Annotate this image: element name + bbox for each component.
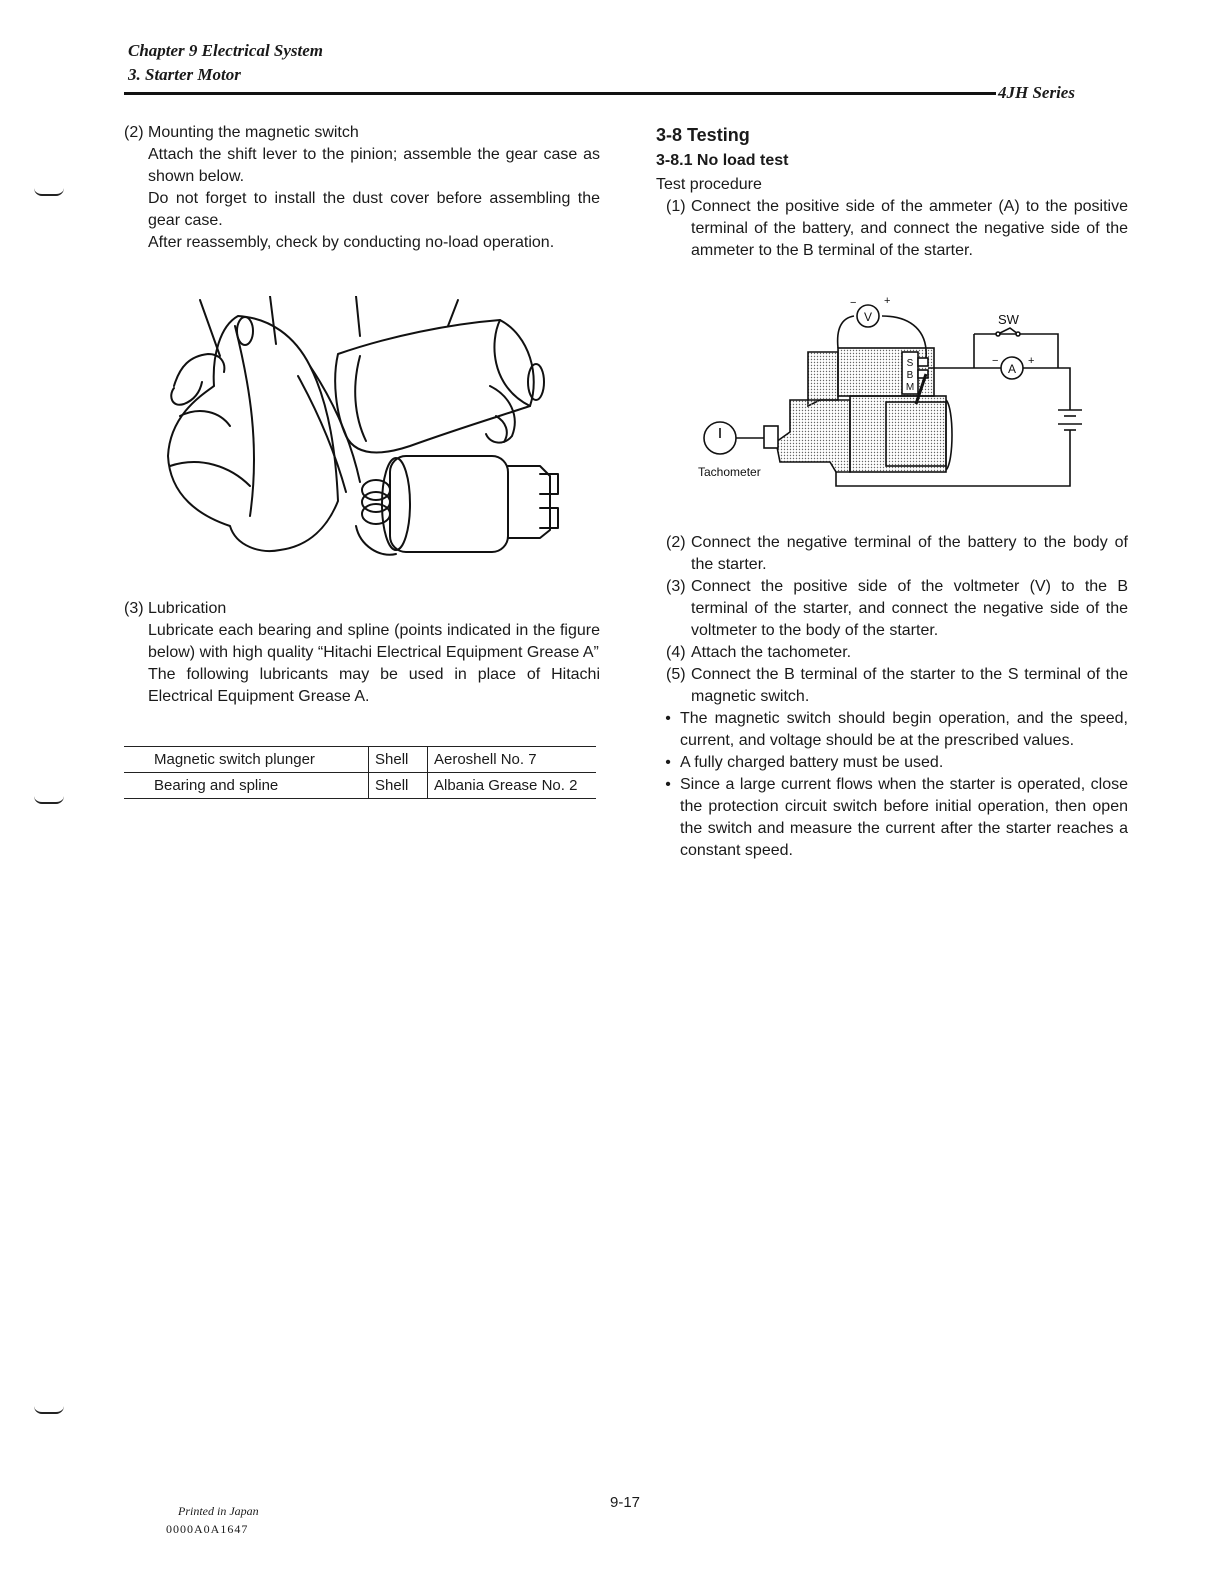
table-cell-brand: Shell (369, 773, 428, 799)
right-column (656, 122, 1128, 262)
lubrication-paragraph: Lubricate each bearing and spline (points indicated in the figure below) with high quality “Hitachi Electrical Equipment Grease A” (148, 622, 600, 661)
starter-front (808, 352, 838, 406)
bullet-icon: • (665, 754, 671, 771)
table-cell-part: Bearing and spline (124, 773, 369, 799)
terminal-b-label: B (906, 370, 914, 381)
step-number: (1) (666, 198, 686, 215)
table-cell-part: Magnetic switch plunger (124, 747, 369, 773)
procedure-step (656, 642, 1128, 664)
note-text: Since a large current flows when the starter is operated, close the protection circuit switch before initial operation, then open the switch and measure the current after the starter reaches a constant speed. (680, 776, 1128, 859)
section-title: 3. Starter Motor (128, 65, 241, 84)
voltmeter-minus: − (850, 297, 857, 309)
procedure-step (656, 576, 1128, 642)
binder-mark (34, 796, 64, 804)
voltmeter-label: V (863, 310, 873, 324)
terminal-m-label: M (905, 382, 915, 393)
table-cell-product: Albania Grease No. 2 (428, 773, 597, 799)
step-number: (2) (666, 534, 686, 551)
testing-heading: 3-8 Testing (656, 125, 750, 145)
page-number: 9-17 (610, 1494, 641, 1511)
mounting-paragraph: Attach the shift lever to the pinion; assemble the gear case as shown below. (148, 146, 600, 185)
switch-label: SW (998, 312, 1019, 327)
procedure-label: Test procedure (656, 176, 762, 193)
note-text: The magnetic switch should begin operation, and the speed, current, and voltage should be at the prescribed values. (680, 710, 1128, 749)
procedure-step (656, 196, 1128, 262)
table-cell-product: Aeroshell No. 7 (428, 747, 597, 773)
lubrication-block (124, 598, 600, 708)
ammeter-plus: + (1028, 355, 1035, 367)
mounting-paragraph: After reassembly, check by conducting no-load operation. (148, 234, 555, 251)
table-row (124, 747, 596, 773)
terminal-s-label: S (906, 358, 914, 369)
note-bullet (656, 774, 1128, 862)
tachometer-label: Tachometer (698, 465, 761, 479)
lubrication-title: (3) Lubrication (124, 600, 227, 617)
no-load-test-heading: 3-8.1 No load test (656, 152, 789, 169)
header-rule (124, 92, 996, 95)
note-bullet (656, 708, 1128, 752)
note-bullet (656, 752, 1128, 774)
mounting-title: (2) Mounting the magnetic switch (124, 124, 359, 141)
procedure-continued (656, 532, 1128, 862)
step-number: (3) (666, 578, 686, 595)
mounting-paragraph: Do not forget to install the dust cover before assembling the gear case. (148, 190, 600, 229)
series-label: 4JH Series (998, 83, 1075, 102)
step-text: Connect the negative terminal of the battery to the body of the starter. (691, 534, 1128, 573)
voltmeter-plus: + (884, 295, 891, 307)
step-text: Attach the tachometer. (691, 644, 852, 661)
procedure-step (656, 532, 1128, 576)
gear-case (776, 400, 850, 472)
step-number: (4) (666, 644, 686, 661)
document-code: 0000A0A1647 (166, 1522, 249, 1536)
magnetic-switch-illustration (160, 296, 560, 574)
step-number: (5) (666, 666, 686, 683)
table-cell-brand: Shell (369, 747, 428, 773)
motor-yoke (850, 396, 946, 472)
procedure-step (656, 664, 1128, 708)
binder-mark (34, 188, 64, 196)
bullet-icon: • (665, 710, 671, 727)
table-row (124, 773, 596, 799)
bullet-icon: • (665, 776, 671, 793)
ammeter-label: A (1007, 362, 1017, 376)
printed-in-japan: Printed in Japan (178, 1504, 259, 1518)
lubrication-paragraph: The following lubricants may be used in place of Hitachi Electrical Equipment Grease A. (148, 666, 600, 705)
step-text: Connect the B terminal of the starter to the S terminal of the magnetic switch. (691, 666, 1128, 705)
no-load-test-circuit-diagram (690, 292, 1090, 498)
lubricant-table (124, 746, 596, 799)
step-text: Connect the positive side of the ammeter (A) to the positive terminal of the battery, and connect the negative side of the ammeter to the B terminal of the starter. (691, 198, 1128, 259)
chapter-title: Chapter 9 Electrical System (128, 41, 324, 60)
note-text: A fully charged battery must be used. (680, 754, 944, 771)
step-text: Connect the positive side of the voltmeter (V) to the B terminal of the starter, and connect the negative side of the voltmeter to the body of the starter. (691, 578, 1128, 639)
ammeter-minus: − (992, 355, 999, 367)
binder-mark (34, 1406, 64, 1414)
left-column (124, 122, 600, 254)
